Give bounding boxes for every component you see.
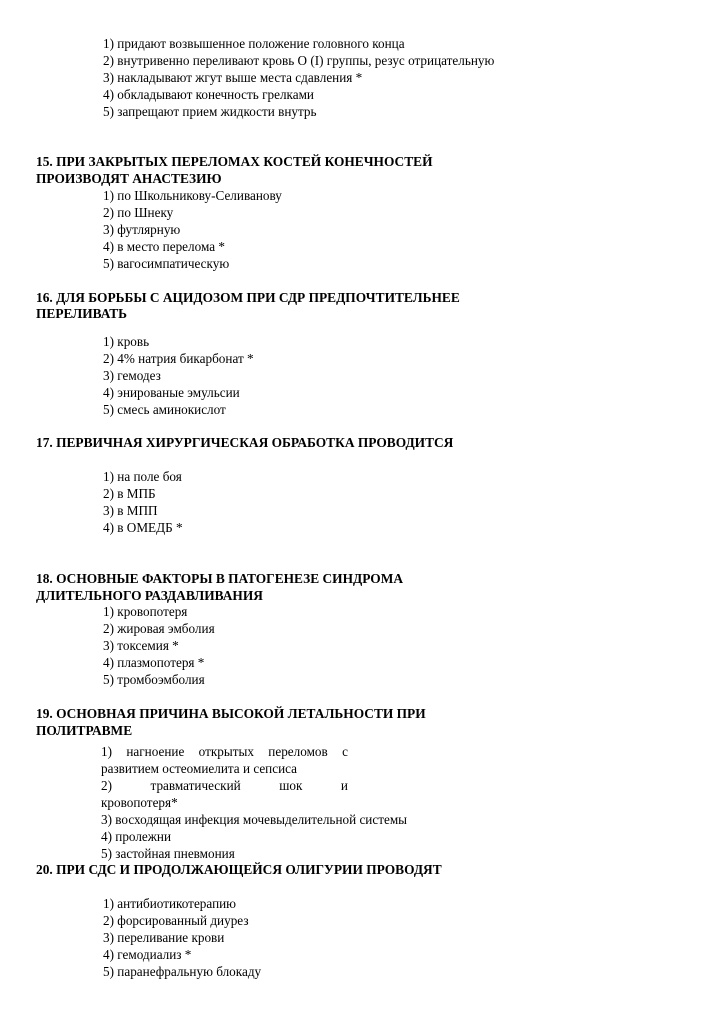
q16-option-2: 2) 4% натрия бикарбонат * [103, 351, 254, 366]
prev-option-2: 2) внутривенно переливают кровь О (I) группы, резус отрицательную [103, 53, 495, 68]
q19-option-1-word: 1) [101, 744, 112, 759]
q18-title-line2: ДЛИТЕЛЬНОГО РАЗДАВЛИВАНИЯ [36, 588, 263, 603]
q20-option-2: 2) форсированный диурез [103, 913, 249, 928]
q20-option-1: 1) антибиотикотерапию [103, 896, 237, 911]
prev-option-1: 1) придают возвышенное положение головного конца [103, 36, 405, 51]
q19-option-1-line1 [101, 743, 348, 760]
q18-title-line1: 18. ОСНОВНЫЕ ФАКТОРЫ В ПАТОГЕНЕЗЕ СИНДРОМА [36, 571, 404, 586]
q19-option-3: 3) восходящая инфекция мочевыделительной системы [101, 812, 408, 827]
q19-title-line2: ПОЛИТРАВМЕ [36, 723, 133, 738]
q17-option-1: 1) на поле боя [103, 469, 182, 484]
q18-option-2: 2) жировая эмболия [103, 621, 215, 636]
q18-option-3: 3) токсемия * [103, 638, 179, 653]
q18-option-4: 4) плазмопотеря * [103, 655, 205, 670]
q19-option-2-word: шок [279, 778, 303, 793]
q18-option-1: 1) кровопотеря [103, 604, 188, 619]
q15-option-2: 2) по Шнеку [103, 205, 174, 220]
q19-option-2-line1 [101, 777, 348, 794]
q19-option-1-word: переломов [268, 744, 328, 759]
q19-option-2-word: травматический [150, 778, 241, 793]
q18-option-5: 5) тромбоэмболия [103, 672, 205, 687]
q19-option-2-word: и [340, 778, 348, 793]
q19-option-2-line2: кровопотеря* [101, 795, 178, 810]
q20-option-5: 5) паранефральную блокаду [103, 964, 262, 979]
q17-option-3: 3) в МПП [103, 503, 158, 518]
q15-title-line1: 15. ПРИ ЗАКРЫТЫХ ПЕРЕЛОМАХ КОСТЕЙ КОНЕЧНОСТЕЙ [36, 154, 433, 169]
q20-option-3: 3) переливание крови [103, 930, 225, 945]
q16-title-line1: 16. ДЛЯ БОРЬБЫ С АЦИДОЗОМ ПРИ СДР ПРЕДПОЧТИТЕЛЬНЕЕ [36, 290, 460, 305]
q15-title-line2: ПРОИЗВОДЯТ АНАСТЕЗИЮ [36, 171, 222, 186]
q16-option-5: 5) смесь аминокислот [103, 402, 226, 417]
q15-option-4: 4) в место перелома * [103, 239, 225, 254]
q20-title-line1: 20. ПРИ СДС И ПРОДОЛЖАЮЩЕЙСЯ ОЛИГУРИИ ПРОВОДЯТ [36, 862, 442, 877]
q15-option-5: 5) вагосимпатическую [103, 256, 230, 271]
q16-option-1: 1) кровь [103, 334, 150, 349]
q17-title-line1: 17. ПЕРВИЧНАЯ ХИРУРГИЧЕСКАЯ ОБРАБОТКА ПРОВОДИТСЯ [36, 435, 454, 450]
q16-option-4: 4) энированые эмульсии [103, 385, 240, 400]
q19-option-2-word: 2) [101, 778, 112, 793]
q19-option-5: 5) застойная пневмония [101, 846, 235, 861]
q17-option-4: 4) в ОМЕДБ * [103, 520, 183, 535]
prev-option-3: 3) накладывают жгут выше места сдавления * [103, 70, 363, 85]
prev-option-4: 4) обкладывают конечность грелками [103, 87, 314, 102]
q16-option-3: 3) гемодез [103, 368, 161, 383]
q19-title-line1: 19. ОСНОВНАЯ ПРИЧИНА ВЫСОКОЙ ЛЕТАЛЬНОСТИ ПРИ [36, 706, 426, 721]
q15-option-3: 3) футлярную [103, 222, 181, 237]
q15-option-1: 1) по Школьникову-Селиванову [103, 188, 282, 203]
q19-option-4: 4) пролежни [101, 829, 172, 844]
q19-option-1-word: с [342, 744, 348, 759]
q19-option-1-line2: развитием остеомиелита и сепсиса [101, 761, 298, 776]
q16-title-line2: ПЕРЕЛИВАТЬ [36, 306, 128, 321]
prev-option-5: 5) запрещают прием жидкости внутрь [103, 104, 317, 119]
q19-option-1-word: открытых [198, 744, 254, 759]
q20-option-4: 4) гемодиализ * [103, 947, 192, 962]
q17-option-2: 2) в МПБ [103, 486, 156, 501]
q19-option-1-word: нагноение [126, 744, 185, 759]
